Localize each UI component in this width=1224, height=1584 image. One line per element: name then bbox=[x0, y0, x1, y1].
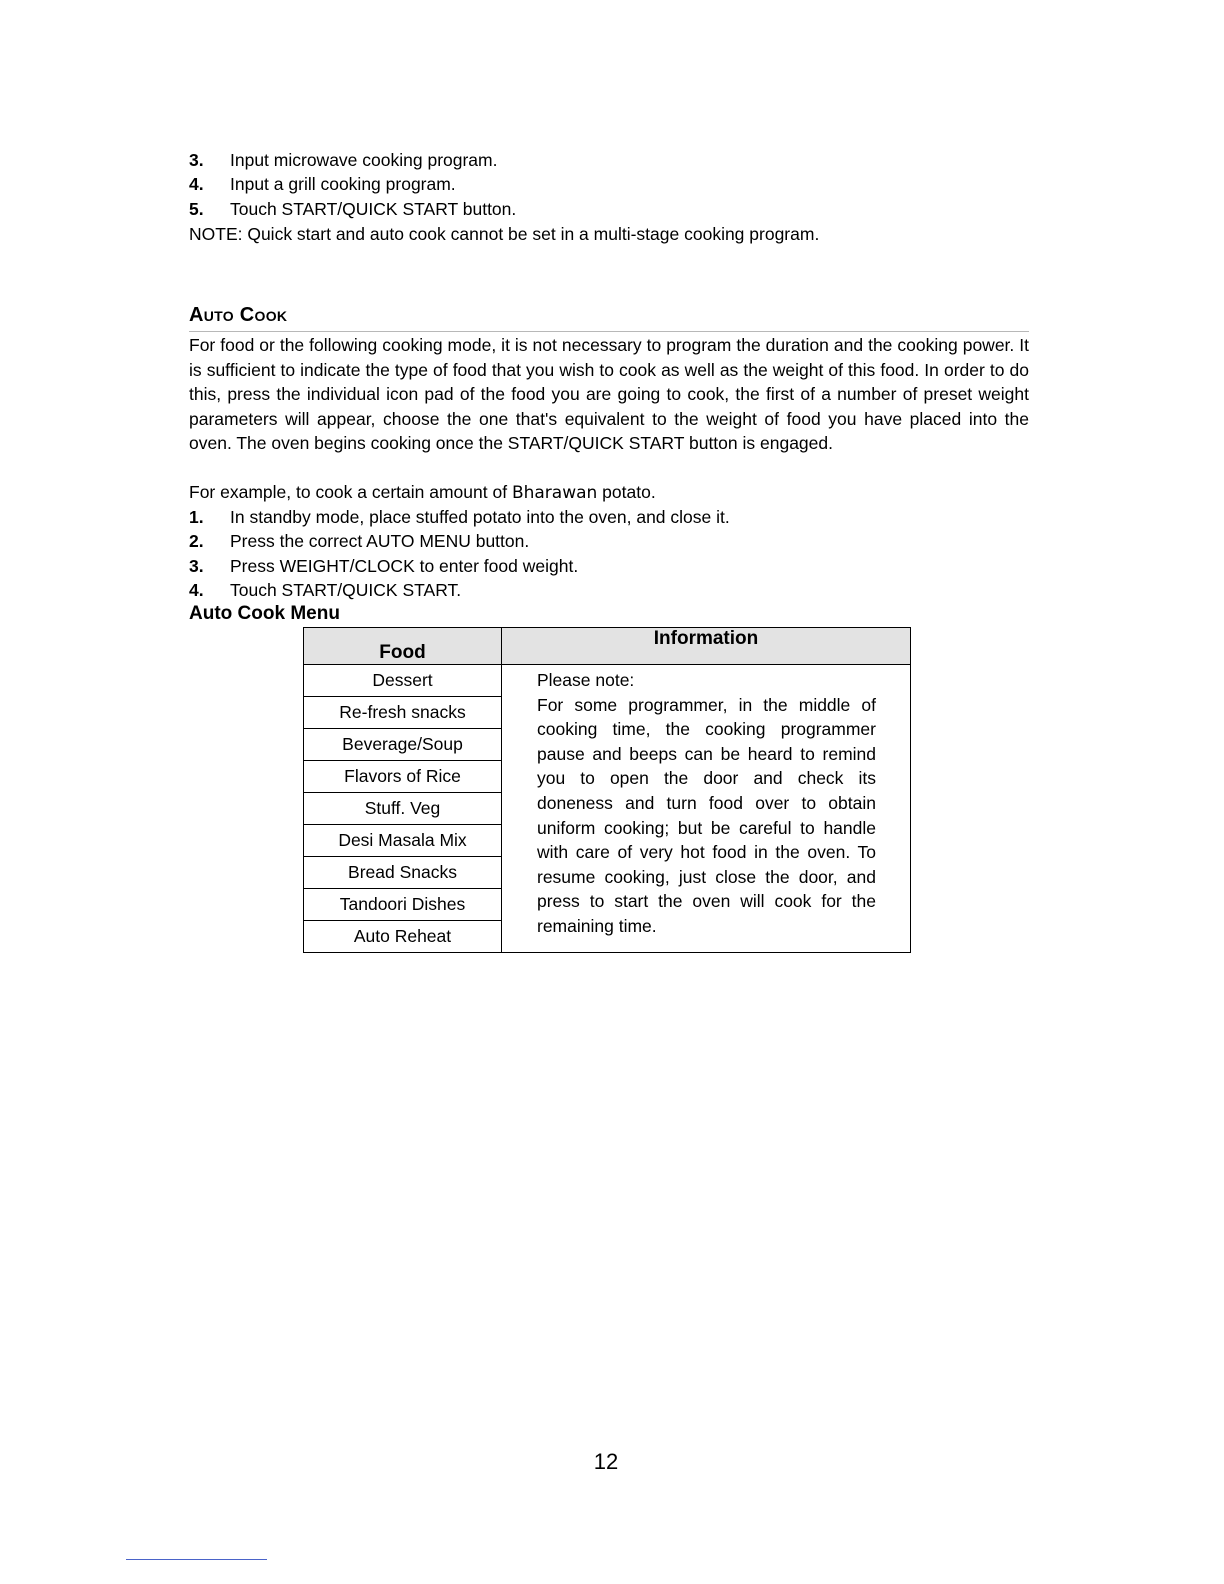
table-row bbox=[304, 665, 911, 697]
step-text: Input microwave cooking program. bbox=[230, 150, 498, 170]
example-prefix: For example, to cook a certain amount of bbox=[189, 482, 512, 502]
step-number: 5. bbox=[189, 199, 204, 219]
example-suffix: potato. bbox=[597, 482, 656, 502]
food-cell: Auto Reheat bbox=[304, 921, 502, 953]
food-cell: Tandoori Dishes bbox=[304, 889, 502, 921]
food-cell: Flavors of Rice bbox=[304, 761, 502, 793]
food-cell: Stuff. Veg bbox=[304, 793, 502, 825]
info-text: For some programmer, in the middle of cooking time, the cooking programmer pause and beeps can be heard to remind you to open the door and check its doneness and turn food over to obtain uniform cooking; but be careful to handle with care of very hot food in the oven. To resume cooking, just close the door, and press to start the oven will cook for the remaining time. bbox=[537, 694, 876, 936]
step-text: Press the correct AUTO MENU button. bbox=[230, 531, 530, 551]
step-number: 4. bbox=[189, 580, 204, 600]
food-cell: Beverage/Soup bbox=[304, 729, 502, 761]
menu-title: Auto Cook Menu bbox=[189, 603, 340, 624]
page-number: 12 bbox=[593, 1449, 619, 1474]
food-cell: Re-fresh snacks bbox=[304, 697, 502, 729]
step-text: Press WEIGHT/CLOCK to enter food weight. bbox=[230, 556, 579, 576]
section-heading: Auto Cook bbox=[189, 304, 288, 326]
note-text: NOTE: Quick start and auto cook cannot be set in a multi-stage cooking program. bbox=[189, 224, 820, 244]
step-text: In standby mode, place stuffed potato into the oven, and close it. bbox=[230, 507, 730, 527]
step-number: 2. bbox=[189, 531, 204, 551]
col-food-header: Food bbox=[304, 628, 502, 665]
step-number: 4. bbox=[189, 174, 204, 194]
example-word: Bharawan bbox=[511, 483, 598, 503]
example-line bbox=[189, 480, 656, 505]
section-divider bbox=[189, 331, 1029, 332]
food-cell: Dessert bbox=[304, 665, 502, 697]
step-text: Touch START/QUICK START. bbox=[230, 580, 462, 600]
step-text: Input a grill cooking program. bbox=[230, 174, 456, 194]
info-cell bbox=[502, 665, 911, 953]
table-header-row bbox=[304, 628, 911, 665]
section-paragraph: For food or the following cooking mode, it is not necessary to program the duration and the cooking power. It is sufficient to indicate the type of food that you wish to cook as well as the weight of this food. In order to do this, press the individual icon pad of the food you are going to cook, the first of a number of preset weight parameters will appear, choose the one that's equivalent to the weight of food you have placed into the oven. The oven begins cooking once the START/QUICK START button is engaged. bbox=[189, 335, 1029, 454]
col-info-header: Information bbox=[502, 628, 911, 665]
step-text: Touch START/QUICK START button. bbox=[230, 199, 517, 219]
food-cell: Bread Snacks bbox=[304, 857, 502, 889]
food-cell: Desi Masala Mix bbox=[304, 825, 502, 857]
auto-cook-table bbox=[303, 627, 911, 953]
step-number: 1. bbox=[189, 507, 204, 527]
step-number: 3. bbox=[189, 150, 204, 170]
step-number: 3. bbox=[189, 556, 204, 576]
footnote-rule bbox=[126, 1559, 267, 1560]
info-note: Please note: bbox=[537, 670, 635, 690]
